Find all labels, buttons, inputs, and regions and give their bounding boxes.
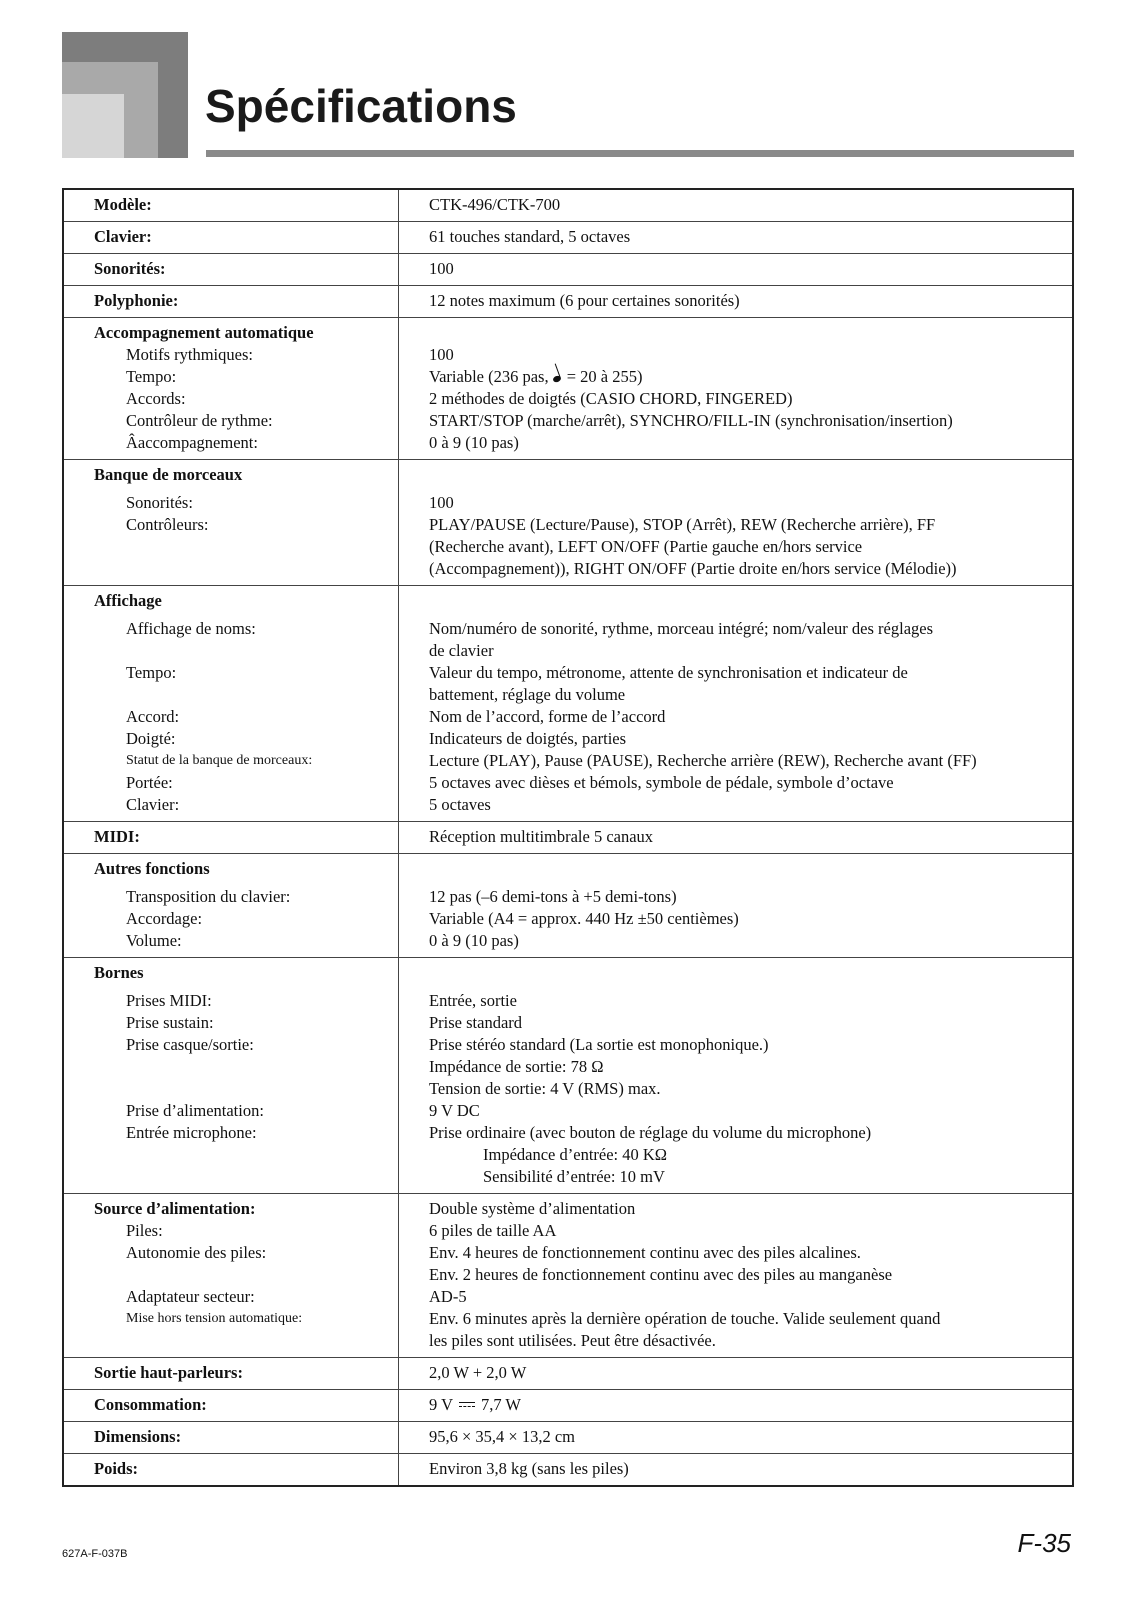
sub-label: Clavier: — [126, 795, 180, 814]
spec-value: Lecture (PLAY), Pause (PAUSE), Recherche arrière (REW), Recherche avant (FF) — [429, 751, 977, 770]
table-row-other-functions — [63, 854, 1073, 958]
spec-value: 95,6 × 35,4 × 13,2 cm — [399, 1422, 1074, 1454]
document-code: 627A-F-037B — [62, 1548, 128, 1560]
spec-value: 0 à 9 (10 pas) — [429, 433, 519, 452]
spec-value: Prise stéréo standard (La sortie est monophonique.) — [429, 1035, 769, 1054]
sub-label: Prise sustain: — [126, 1013, 214, 1032]
spec-value: Prise standard — [429, 1013, 523, 1032]
spec-label: Modèle: — [63, 189, 399, 222]
sub-label: Prise d’alimentation: — [126, 1101, 264, 1120]
sub-label: Portée: — [126, 773, 173, 792]
page-number: F-35 — [1017, 1528, 1071, 1558]
spec-label: Sortie haut-parleurs: — [63, 1358, 399, 1390]
spec-value: Impédance d’entrée: 40 KΩ — [483, 1145, 668, 1164]
spec-table — [62, 188, 1074, 1487]
table-row-power-source — [63, 1194, 1073, 1358]
section-label: Affichage — [94, 591, 162, 610]
spec-value: Variable (A4 = approx. 440 Hz ±50 centièmes) — [429, 909, 739, 928]
spec-label: Polyphonie: — [63, 286, 399, 318]
spec-value: 6 piles de taille AA — [429, 1221, 557, 1240]
sub-label: Accordage: — [126, 909, 203, 928]
spec-value: 5 octaves — [429, 795, 491, 814]
sub-label: Entrée microphone: — [126, 1123, 257, 1142]
table-row — [63, 822, 1073, 854]
spec-label: Dimensions: — [63, 1422, 399, 1454]
spec-label: Consommation: — [63, 1390, 399, 1422]
spec-value: Valeur du tempo, métronome, attente de synchronisation et indicateur de — [429, 663, 908, 682]
spec-value: Env. 4 heures de fonctionnement continu avec des piles alcalines. — [429, 1243, 861, 1262]
sub-label: Prise casque/sortie: — [126, 1035, 254, 1054]
spec-value: Env. 2 heures de fonctionnement continu avec des piles au manganèse — [429, 1265, 893, 1284]
dc-symbol-icon — [459, 1399, 475, 1413]
spec-value: 9 V DC — [429, 1101, 480, 1120]
sub-label: Sonorités: — [126, 493, 193, 512]
spec-value: Entrée, sortie — [429, 991, 517, 1010]
section-label: Banque de morceaux — [94, 465, 243, 484]
sub-label: Contrôleur de rythme: — [126, 411, 273, 430]
spec-value: Prise ordinaire (avec bouton de réglage du volume du microphone) — [429, 1123, 872, 1142]
sub-label: Autonomie des piles: — [126, 1243, 267, 1262]
sub-label: Accord: — [126, 707, 180, 726]
table-row — [63, 222, 1073, 254]
spec-value: 61 touches standard, 5 octaves — [399, 222, 1074, 254]
spec-value: Environ 3,8 kg (sans les piles) — [399, 1454, 1074, 1487]
spec-label: Poids: — [63, 1454, 399, 1487]
sub-label: Transposition du clavier: — [126, 887, 291, 906]
spec-label: MIDI: — [63, 822, 399, 854]
sub-label: Doigté: — [126, 729, 176, 748]
spec-value: (Recherche avant), LEFT ON/OFF (Partie gauche en/hors service — [429, 537, 863, 556]
spec-label: Clavier: — [63, 222, 399, 254]
spec-value: 2 méthodes de doigtés (CASIO CHORD, FINGERED) — [429, 389, 793, 408]
spec-value: AD-5 — [429, 1287, 467, 1306]
spec-value: Double système d’alimentation — [429, 1199, 636, 1218]
spec-value: 2,0 W + 2,0 W — [399, 1358, 1074, 1390]
table-row-auto-accompaniment — [63, 318, 1073, 460]
table-row-terminals — [63, 958, 1073, 1194]
tempo-value: Variable (236 pas, = 20 à 255) — [429, 367, 643, 386]
spec-value: Indicateurs de doigtés, parties — [429, 729, 627, 748]
table-row-song-bank — [63, 460, 1073, 586]
sub-label: Piles: — [126, 1221, 163, 1240]
sub-label: Prises MIDI: — [126, 991, 212, 1010]
table-row — [63, 1358, 1073, 1390]
spec-value: de clavier — [429, 641, 494, 660]
spec-value: 12 pas (–6 demi-tons à +5 demi-tons) — [429, 887, 677, 906]
spec-value: 100 — [429, 345, 454, 364]
spec-value: battement, réglage du volume — [429, 685, 626, 704]
page-title: Spécifications — [205, 80, 517, 132]
spec-value: PLAY/PAUSE (Lecture/Pause), STOP (Arrêt), REW (Recherche arrière), FF — [429, 515, 936, 534]
spec-value: 12 notes maximum (6 pour certaines sonorités) — [399, 286, 1074, 318]
spec-value: Nom/numéro de sonorité, rythme, morceau intégré; nom/valeur des réglages — [429, 619, 934, 638]
header-decoration-light — [62, 94, 124, 158]
spec-value: START/STOP (marche/arrêt), SYNCHRO/FILL-IN (synchronisation/insertion) — [429, 411, 953, 430]
sub-label: Tempo: — [126, 663, 177, 682]
sub-label: Volume: — [126, 931, 182, 950]
table-row-display — [63, 586, 1073, 822]
spec-value: 5 octaves avec dièses et bémols, symbole de pédale, symbole d’octave — [429, 773, 894, 792]
spec-value: 0 à 9 (10 pas) — [429, 931, 519, 950]
section-label: Accompagnement automatique — [94, 323, 314, 342]
table-row — [63, 286, 1073, 318]
spec-value: Env. 6 minutes après la dernière opération de touche. Valide seulement quand — [429, 1309, 941, 1328]
sub-label: Motifs rythmiques: — [126, 345, 253, 364]
sub-label: Mise hors tension automatique: — [126, 1311, 303, 1326]
sub-label: Statut de la banque de morceaux: — [126, 753, 313, 768]
sub-label: Affichage de noms: — [126, 619, 256, 638]
spec-value: 9 V 7,7 W — [399, 1390, 1074, 1422]
sub-label: Âaccompagnement: — [126, 433, 258, 452]
section-label: Bornes — [94, 963, 144, 982]
spec-value: Nom de l’accord, forme de l’accord — [429, 707, 666, 726]
sub-label: Contrôleurs: — [126, 515, 209, 534]
table-row — [63, 1454, 1073, 1487]
table-row — [63, 254, 1073, 286]
spec-value: (Accompagnement)), RIGHT ON/OFF (Partie droite en/hors service (Mélodie)) — [429, 559, 957, 578]
table-row — [63, 1390, 1073, 1422]
spec-value: Réception multitimbrale 5 canaux — [399, 822, 1074, 854]
spec-label: Sonorités: — [63, 254, 399, 286]
section-label: Autres fonctions — [94, 859, 210, 878]
table-row — [63, 1422, 1073, 1454]
sub-label: Tempo: — [126, 367, 177, 386]
spec-value: CTK-496/CTK-700 — [399, 189, 1074, 222]
sub-label: Accords: — [126, 389, 186, 408]
spec-value: Impédance de sortie: 78 Ω — [429, 1057, 604, 1076]
section-label: Source d’alimentation: — [94, 1199, 256, 1218]
spec-value: Sensibilité d’entrée: 10 mV — [483, 1167, 665, 1186]
quarter-note-icon — [552, 375, 562, 383]
spec-value: 100 — [399, 254, 1074, 286]
spec-value: Tension de sortie: 4 V (RMS) max. — [429, 1079, 661, 1098]
title-rule — [206, 150, 1074, 157]
sub-label: Adaptateur secteur: — [126, 1287, 255, 1306]
spec-value: 100 — [429, 493, 454, 512]
spec-value: les piles sont utilisées. Peut être désactivée. — [429, 1331, 716, 1350]
table-row — [63, 189, 1073, 222]
